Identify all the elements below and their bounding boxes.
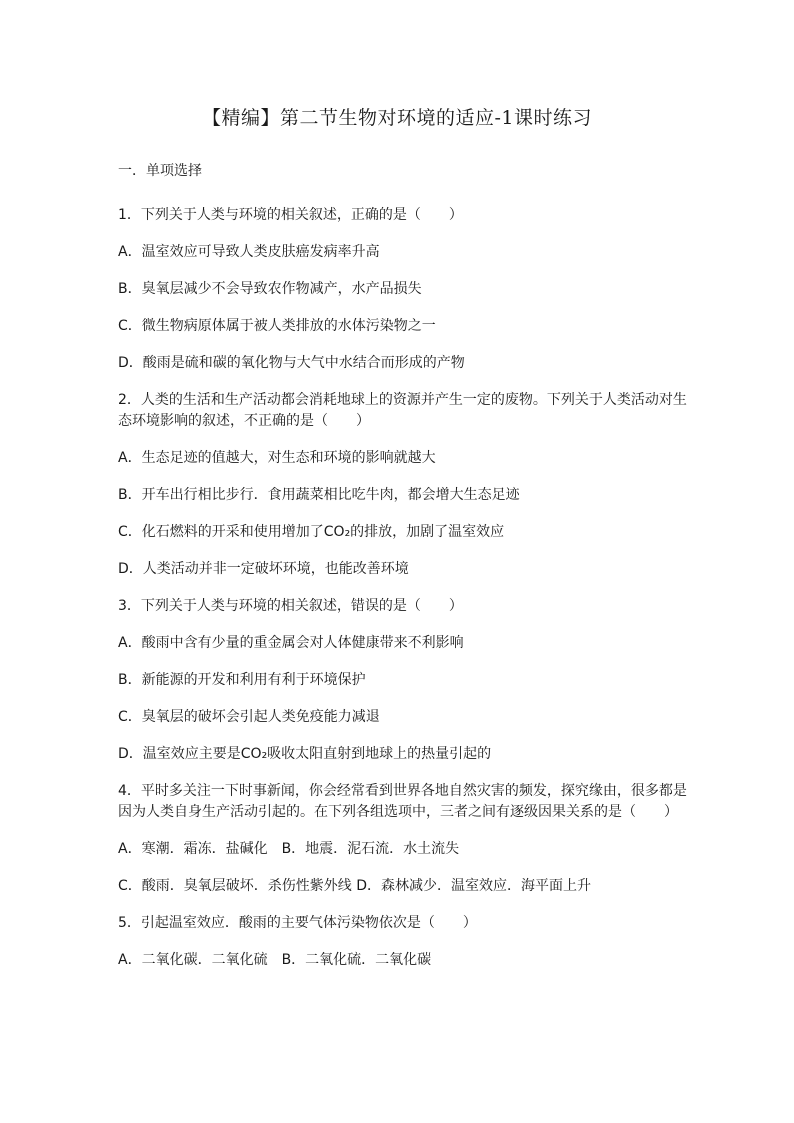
question-3-option-c: C．臭氧层的破坏会引起人类免疫能力减退 (118, 709, 380, 725)
question-3-stem: 3．下列关于人类与环境的相关叙述，错误的是（ ） (118, 598, 463, 614)
section-heading: 一．单项选择 (118, 163, 202, 179)
question-2-stem: 2．人类的生活和生产活动都会消耗地球上的资源并产生一定的废物。下列关于人类活动对生态环境影响的叙述，不正确的是（ ） (118, 392, 687, 429)
question-1-option-a: A．温室效应可导致人类皮肤癌发病率升高 (118, 244, 380, 260)
question-5-option-ab: A．二氧化碳．二氧化硫 B．二氧化硫．二氧化碳 (118, 952, 432, 968)
question-1-option-d: D．酸雨是硫和碳的氧化物与大气中水结合而形成的产物 (118, 355, 465, 371)
question-2-option-d: D．人类活动并非一定破坏环境，也能改善环境 (118, 561, 409, 577)
page-title: 【精编】第二节生物对环境的适应-1课时练习 (201, 107, 592, 129)
question-1-stem: 1．下列关于人类与环境的相关叙述，正确的是（ ） (118, 207, 463, 223)
question-list (118, 205, 688, 987)
question-2-option-b: B．开车出行相比步行．食用蔬菜相比吃牛肉，都会增大生态足迹 (118, 487, 520, 503)
question-3-option-b: B．新能源的开发和利用有利于环境保护 (118, 672, 366, 688)
question-1-option-b: B．臭氧层减少不会导致农作物减产，水产品损失 (118, 281, 422, 297)
question-3-option-a: A．酸雨中含有少量的重金属会对人体健康带来不利影响 (118, 635, 464, 651)
question-4-option-cd: C．酸雨．臭氧层破坏．杀伤性紫外线 D．森林减少．温室效应．海平面上升 (118, 878, 592, 894)
question-1-option-c: C．微生物病原体属于被人类排放的水体污染物之一 (118, 318, 436, 334)
question-4-stem: 4．平时多关注一下时事新闻，你会经常看到世界各地自然灾害的频发，探究缘由，很多都是因为人类自身生产活动引起的。在下列各组选项中，三者之间有逐级因果关系的是（ ） (118, 783, 687, 820)
question-2-option-a: A．生态足迹的值越大，对生态和环境的影响就越大 (118, 450, 436, 466)
question-3-option-d: D．温室效应主要是CO₂吸收太阳直射到地球上的热量引起的 (118, 746, 492, 762)
question-5-stem: 5．引起温室效应．酸雨的主要气体污染物依次是（ ） (118, 915, 477, 931)
question-2-option-c: C．化石燃料的开采和使用增加了CO₂的排放，加剧了温室效应 (118, 524, 505, 540)
question-4-option-ab: A．寒潮．霜冻．盐碱化 B．地震．泥石流．水土流失 (118, 841, 460, 857)
